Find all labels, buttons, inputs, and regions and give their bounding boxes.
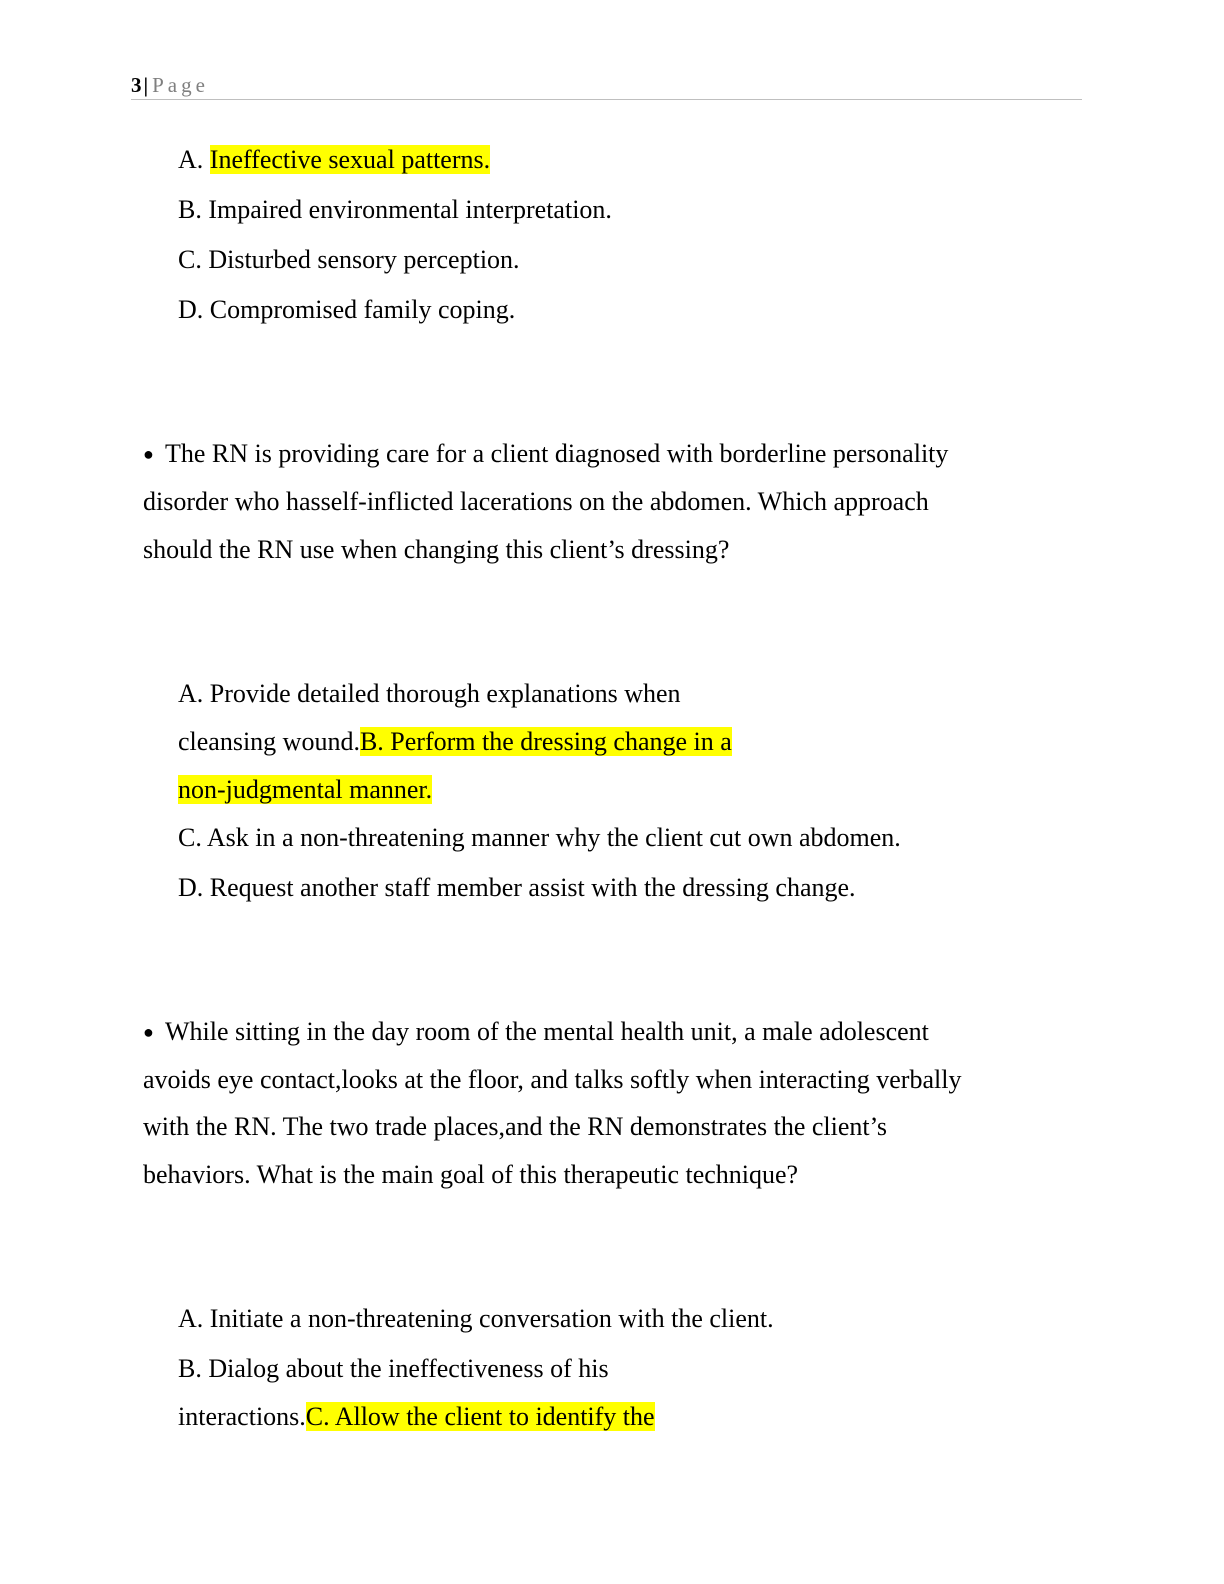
header-separator: | bbox=[143, 73, 149, 97]
page-number: 3 bbox=[131, 73, 142, 97]
q1-option-b-answer-highlight: B. Perform the dressing change in a bbox=[359, 727, 732, 756]
q2-stem-line-1 bbox=[143, 1017, 929, 1047]
prev-option-a-answer-highlight: Ineffective sexual patterns. bbox=[209, 145, 491, 174]
q2-stem-line-4: behaviors. What is the main goal of this therapeutic technique? bbox=[143, 1160, 799, 1189]
q1-stem-text-1: The RN is providing care for a client diagnosed with borderline personality bbox=[165, 439, 949, 468]
page-header bbox=[131, 72, 1082, 100]
q2-option-b-end: interactions. bbox=[178, 1402, 306, 1431]
prev-option-a-letter: A. bbox=[178, 145, 204, 174]
q1-option-a-line-2 bbox=[178, 727, 732, 757]
q1-option-a-line-1: A. Provide detailed thorough explanations when bbox=[178, 679, 681, 708]
q1-option-a-end: cleansing wound. bbox=[178, 727, 360, 756]
q2-stem-text-1: While sitting in the day room of the mental health unit, a male adolescent bbox=[165, 1017, 929, 1046]
page-word: Page bbox=[152, 73, 209, 97]
q1-option-b-line-2 bbox=[178, 775, 432, 805]
q2-option-b-line-2 bbox=[178, 1402, 655, 1432]
prev-option-c: C. Disturbed sensory perception. bbox=[178, 245, 520, 274]
q1-stem-line-1 bbox=[143, 439, 948, 469]
q1-stem-line-3: should the RN use when changing this client’s dressing? bbox=[143, 535, 730, 564]
q1-stem-line-2: disorder who hasself-inflicted lacerations on the abdomen. Which approach bbox=[143, 487, 929, 516]
q1-option-c: C. Ask in a non-threatening manner why the client cut own abdomen. bbox=[178, 823, 901, 852]
q2-option-a: A. Initiate a non-threatening conversation with the client. bbox=[178, 1304, 774, 1333]
q2-option-b-line-1: B. Dialog about the ineffectiveness of his bbox=[178, 1354, 609, 1383]
bullet-icon: ● bbox=[143, 1022, 154, 1042]
q1-option-d: D. Request another staff member assist with the dressing change. bbox=[178, 873, 856, 902]
q2-stem-line-3: with the RN. The two trade places,and the RN demonstrates the client’s bbox=[143, 1112, 887, 1141]
bullet-icon: ● bbox=[143, 444, 154, 464]
q2-option-c-answer-highlight: C. Allow the client to identify the bbox=[305, 1402, 655, 1431]
prev-option-b: B. Impaired environmental interpretation. bbox=[178, 195, 612, 224]
q2-stem-line-2: avoids eye contact,looks at the floor, and talks softly when interacting verbally bbox=[143, 1065, 962, 1094]
prev-option-a bbox=[178, 145, 490, 175]
q1-option-b-answer-highlight-cont: non-judgmental manner. bbox=[178, 775, 433, 804]
prev-option-d: D. Compromised family coping. bbox=[178, 295, 516, 324]
